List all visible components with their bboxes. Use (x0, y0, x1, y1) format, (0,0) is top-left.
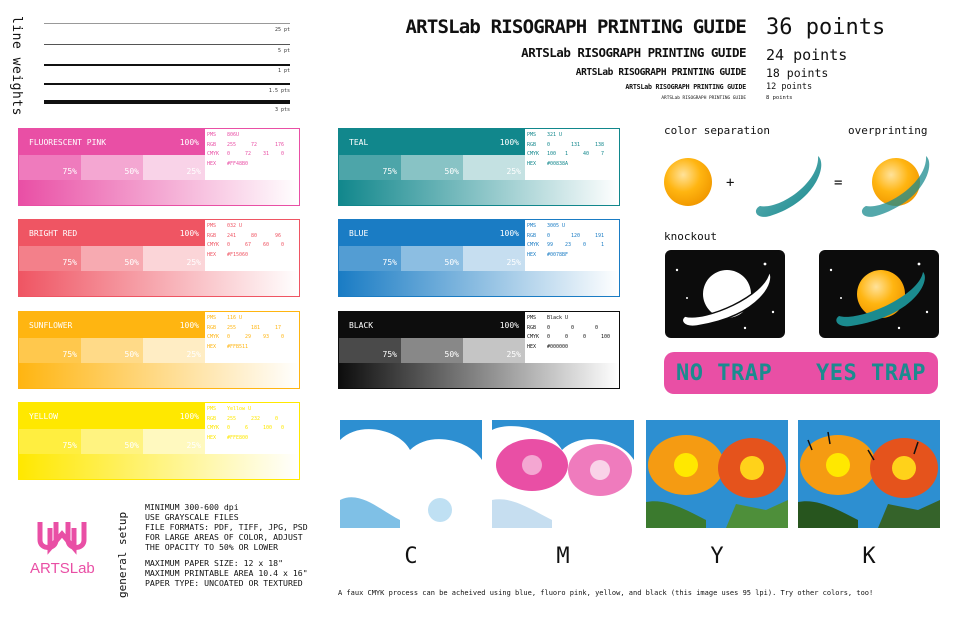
swatch-name: SUNFLOWER (29, 320, 73, 330)
value-row: RGB 0 120 191 (527, 232, 605, 239)
setup-line: FOR LARGE AREAS OF COLOR, ADJUST (145, 532, 303, 542)
swatch-tints (339, 246, 525, 271)
yes-trap-label: YES TRAP (816, 360, 926, 386)
line-label-05: 5 pt (277, 48, 290, 54)
setup-line: FILE FORMATS: PDF, TIFF, JPG, PSD (145, 522, 308, 532)
separation-diagram (660, 140, 950, 230)
tint-50: 50% (401, 155, 463, 180)
value-row: HEX #FFB511 (207, 343, 249, 350)
artslab-logo-text: ARTSLab (30, 560, 95, 577)
trap-banner (664, 352, 938, 394)
general-setup-label: general setup (116, 511, 129, 598)
cactus-photo-m (492, 420, 634, 528)
line-label-025: 25 pt (274, 27, 290, 33)
value-row: HEX #0078BF (527, 251, 569, 258)
cactus-photo-c (340, 420, 482, 528)
setup-line: MINIMUM 300-600 dpi (145, 502, 239, 512)
swatch-name: YELLOW (29, 411, 58, 421)
swatch-full: 100% (179, 411, 199, 421)
knockout-example-white (665, 250, 785, 338)
tint-25: 25% (463, 155, 525, 180)
tint-50: 50% (401, 338, 463, 363)
line-label-15: 1.5 pts (268, 88, 290, 94)
value-row: HEX #F15060 (207, 251, 249, 258)
value-row: CMYK 0 72 31 0 (207, 151, 285, 157)
ring-teal-icon (756, 156, 821, 217)
points-8: 8 points (766, 95, 793, 101)
setup-line: PAPER TYPE: UNCOATED OR TEXTURED (145, 578, 303, 588)
swatch-black (338, 311, 620, 389)
value-row: CMYK 0 29 93 0 (207, 334, 285, 340)
swatch-gradient (339, 363, 619, 388)
tint-50: 50% (81, 338, 143, 363)
no-trap-label: NO TRAP (676, 360, 773, 386)
title-18: ARTSLab RISOGRAPH PRINTING GUIDE (575, 67, 746, 78)
swatch-name: TEAL (349, 137, 369, 147)
swatch-tints (339, 155, 525, 180)
tint-50: 50% (81, 155, 143, 180)
value-row: HEX #00838A (527, 160, 569, 167)
value-row: RGB 0 0 0 (527, 324, 599, 331)
swatch-gradient (19, 271, 299, 296)
equals-sign: = (834, 175, 843, 191)
swatch-full: 100% (499, 137, 519, 147)
tint-25: 25% (143, 246, 205, 271)
value-row: PMS Black U (527, 315, 569, 321)
line-1pt (44, 64, 290, 66)
tint-75: 75% (19, 338, 81, 363)
cactus-photo-k (798, 420, 940, 528)
setup-line: MAXIMUM PAPER SIZE: 12 x 18" (145, 558, 284, 568)
swatch-full: 100% (179, 320, 199, 330)
swatch-solid (19, 129, 205, 155)
tint-75: 75% (19, 155, 81, 180)
cactus-photo-y (646, 420, 788, 528)
letter-c: C (404, 544, 418, 569)
value-row: RGB 255 232 0 (207, 415, 279, 422)
swatch-name: BRIGHT RED (29, 228, 78, 238)
tint-25: 25% (463, 246, 525, 271)
unm-logo (36, 518, 92, 558)
swatch-gradient (339, 271, 619, 296)
points-36: 36 points (766, 15, 886, 40)
swatch-tints (339, 338, 525, 363)
title-24: ARTSLab RISOGRAPH PRINTING GUIDE (521, 45, 746, 60)
swatch-solid (339, 312, 525, 338)
tint-25: 25% (143, 155, 205, 180)
swatch-bright-red (18, 219, 300, 297)
planet-color-icon (819, 250, 939, 338)
plus-sign: + (726, 175, 735, 191)
knockout-example-color (819, 250, 939, 338)
footer-note: A faux CMYK process can be acheived using blue, fluoro pink, yellow, and black (this image uses 95 lpi). Try other colors, too! (338, 589, 874, 597)
swatch-fluorescent-pink (18, 128, 300, 206)
unm-logo-icon (36, 518, 92, 558)
swatch-gradient (339, 180, 619, 205)
tint-25: 25% (143, 429, 205, 454)
tint-25: 25% (463, 338, 525, 363)
value-row: PMS 3005 U (527, 223, 566, 229)
tint-75: 75% (339, 246, 401, 271)
setup-line: USE GRAYSCALE FILES (145, 512, 239, 522)
value-row: CMYK 99 23 0 1 (527, 242, 605, 248)
swatch-tints (19, 338, 205, 363)
tint-50: 50% (81, 246, 143, 271)
swatch-tints (19, 429, 205, 454)
value-row: PMS 116 U (207, 315, 243, 321)
line-label-1: 1 pt (277, 68, 290, 74)
letter-m: M (556, 544, 570, 569)
line-weights-title: line weights (9, 16, 24, 116)
points-18: 18 points (766, 66, 829, 80)
value-row: HEX #FFE800 (207, 434, 249, 441)
planet-white-icon (665, 250, 785, 338)
value-row: CMYK 0 67 60 0 (207, 242, 285, 248)
value-row: CMYK 0 0 0 100 (527, 334, 611, 340)
swatch-solid (19, 312, 205, 338)
points-24: 24 points (766, 46, 848, 64)
knockout-label: knockout (664, 230, 717, 243)
value-row: PMS 321 U (527, 132, 563, 138)
planet-yellow-icon (664, 158, 712, 206)
value-row: HEX #FF48B0 (207, 160, 249, 167)
swatch-full: 100% (179, 137, 199, 147)
title-8: ARTSLab RISOGRAPH PRINTING GUIDE (661, 96, 746, 101)
color-separation-label: color separation (664, 124, 770, 137)
overprinting-label: overprinting (848, 124, 928, 137)
swatch-values (207, 314, 299, 362)
swatch-tints (19, 155, 205, 180)
value-row: RGB 241 80 96 (207, 232, 282, 239)
tint-50: 50% (401, 246, 463, 271)
value-row: CMYK 0 6 100 0 (207, 425, 285, 431)
swatch-values (527, 222, 619, 270)
value-row: PMS 806U (207, 132, 240, 138)
letter-y: Y (710, 544, 724, 569)
value-row: PMS Yellow U (207, 406, 252, 412)
swatch-full: 100% (499, 320, 519, 330)
value-row: CMYK 100 1 40 7 (527, 151, 605, 157)
swatch-full: 100% (499, 228, 519, 238)
tint-75: 75% (339, 338, 401, 363)
tint-75: 75% (19, 246, 81, 271)
swatch-yellow (18, 402, 300, 480)
swatch-gradient (19, 363, 299, 388)
swatch-solid (19, 403, 205, 429)
line-05pt (44, 44, 290, 45)
swatch-values (207, 131, 299, 179)
letter-k: K (862, 544, 876, 569)
swatch-name: BLACK (349, 320, 374, 330)
swatch-tints (19, 246, 205, 271)
value-row: RGB 0 131 138 (527, 141, 605, 148)
line-3pt (44, 100, 290, 104)
line-025pt (44, 23, 290, 24)
value-row: RGB 255 181 17 (207, 324, 282, 331)
swatch-sunflower (18, 311, 300, 389)
swatch-gradient (19, 454, 299, 479)
swatch-gradient (19, 180, 299, 205)
swatch-solid (339, 129, 525, 155)
points-12: 12 points (766, 82, 813, 92)
tint-50: 50% (81, 429, 143, 454)
swatch-values (207, 405, 299, 453)
swatch-teal (338, 128, 620, 206)
value-row: PMS 032 U (207, 223, 243, 229)
line-15pt (44, 83, 290, 85)
general-setup-text (145, 502, 308, 588)
setup-line: MAXIMUM PRINTABLE AREA 10.4 x 16" (145, 568, 308, 578)
swatch-full: 100% (179, 228, 199, 238)
swatch-name: BLUE (349, 228, 369, 238)
setup-line: THE OPACITY TO 50% OR LOWER (145, 542, 279, 552)
value-row: HEX #000000 (527, 343, 569, 350)
tint-75: 75% (19, 429, 81, 454)
swatch-values (207, 222, 299, 270)
value-row: RGB 255 72 176 (207, 141, 285, 148)
swatch-name: FLUORESCENT PINK (29, 137, 107, 147)
tint-25: 25% (143, 338, 205, 363)
title-12: ARTSLab RISOGRAPH PRINTING GUIDE (625, 83, 746, 91)
swatch-solid (339, 220, 525, 246)
swatch-blue (338, 219, 620, 297)
swatch-values (527, 314, 619, 362)
tint-75: 75% (339, 155, 401, 180)
swatch-solid (19, 220, 205, 246)
swatch-values (527, 131, 619, 179)
line-label-3: 3 pts (274, 107, 290, 113)
title-36: ARTSLab RISOGRAPH PRINTING GUIDE (405, 16, 746, 38)
